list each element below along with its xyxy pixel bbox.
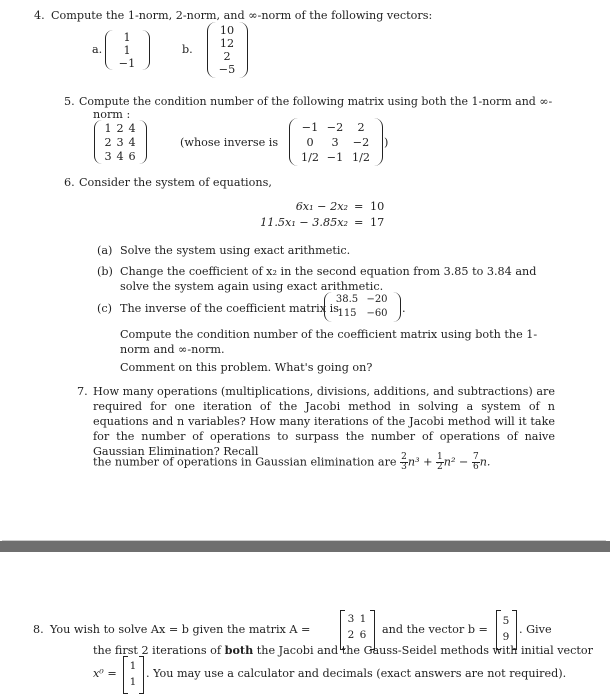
q5-inverse-cell: −1	[301, 121, 319, 134]
q6-c-cell: 38.5	[335, 294, 359, 305]
q7-last-line: the number of operations in Gaussian elimination are	[93, 455, 397, 469]
q5-matrix-cell: 3	[104, 150, 112, 163]
q4-a-entry: 1	[123, 44, 131, 57]
q6-number: 6.	[64, 176, 75, 189]
q8-number: 8.	[33, 623, 44, 636]
q5-matrix-cell: 1	[104, 122, 112, 135]
q8-x0-entry: 1	[129, 676, 137, 688]
q8-x0-vector	[127, 658, 139, 690]
q5-text-line1: Compute the condition number of the following matrix using both the 1-norm and ∞-	[79, 95, 553, 108]
q6-c-end: .	[402, 302, 406, 315]
q5-inverse-cell: −2	[326, 121, 344, 134]
q5-number: 5.	[64, 95, 75, 108]
q6-a-text: Solve the system using exact arithmetic.	[120, 244, 351, 257]
q5-inverse-cell: 1/2	[300, 151, 319, 164]
q5-matrix-left-paren	[94, 120, 102, 164]
q4-a-vector	[114, 31, 140, 70]
q6-c-left-paren	[324, 292, 332, 322]
q7-number: 7.	[77, 385, 88, 398]
q4-b-entry: 2	[223, 50, 231, 63]
q4-a-left-paren	[105, 30, 113, 70]
q8-text2: and the vector b =	[382, 623, 488, 636]
q5-inverse-cell: 2	[357, 121, 365, 134]
q5-inverse-right-paren	[374, 118, 383, 166]
q6-eq2-lhs: 11.5x₁ − 3.85x₂	[260, 216, 348, 229]
q6-eq1-equals: =	[354, 200, 364, 213]
q4-text: Compute the 1-norm, 2-norm, and ∞-norm of the following vectors:	[51, 9, 433, 22]
q7-term-1: n³ +	[407, 455, 433, 469]
q4-b-right-paren	[239, 22, 248, 78]
q8-line2	[93, 644, 593, 657]
q7-term-2: n² −	[443, 455, 469, 469]
q7-frac-3: $\frac{7}{6}$	[472, 452, 479, 472]
q6-text: Consider the system of equations,	[79, 176, 272, 189]
q7-formula-line	[93, 453, 490, 472]
q6-a-label: (a)	[97, 244, 113, 257]
q8-x0-right-bracket	[139, 656, 144, 694]
q6-c-cell: −20	[366, 294, 388, 305]
q6-b-label: (b)	[97, 265, 113, 278]
q4-b-entry: −5	[218, 63, 236, 76]
q7-frac-2: $\frac{1}{2}$	[437, 452, 443, 472]
page-separator	[0, 541, 610, 552]
q8-b-entry: 9	[502, 631, 510, 643]
q8-line2-bold: both	[224, 643, 254, 657]
q8-x0-label: x⁰ =	[93, 667, 117, 680]
q5-matrix-right-paren	[139, 120, 147, 164]
q5-matrix-cell: 2	[104, 136, 112, 149]
q6-eq1-lhs: 6x₁ − 2x₂	[295, 200, 348, 213]
worksheet-page-1	[2, 0, 606, 541]
q6-b-text: Change the coefficient of x₂ in the second equation from 3.85 to 3.84 and solve the system again using exact arithmetic.	[120, 265, 537, 293]
q7-term-3: n.	[479, 455, 491, 469]
q6-c-text2: Compute the condition number of the coefficient matrix using both the 1-norm and ∞-norm.	[120, 328, 538, 356]
q8-b-entry: 5	[502, 615, 510, 627]
q5-matrix-cell: 3	[116, 136, 124, 149]
q5-text-line2: norm :	[93, 108, 131, 121]
q8-text3: . Give	[519, 623, 552, 636]
q4-a-label: a.	[92, 43, 103, 56]
q6-c-cell: 115	[337, 308, 357, 319]
q8-A-cell: 2	[347, 629, 355, 641]
q5-inverse-cell: −1	[326, 151, 344, 164]
q5-inverse-cell: −2	[352, 136, 370, 149]
q8-line3: . You may use a calculator and decimals (exact answers are not required).	[146, 667, 567, 680]
q4-b-entry: 10	[219, 24, 235, 37]
q5-matrix-cell: 6	[128, 150, 136, 163]
q6-eq1-rhs: 10	[370, 200, 385, 213]
q7-text: How many operations (multiplications, divisions, additions, and subtractions) are required for one iteration of the Jacobi method in solving a system of n equations and n variables? How many iterations of the Jacobi method will it take for the number of operations to surpass the number of operations of naive Gaussian Elimination? Recall	[93, 385, 555, 458]
q8-A-cell: 3	[347, 613, 355, 625]
q5-matrix-cell: 2	[116, 122, 124, 135]
q5-matrix-cell: 4	[116, 150, 124, 163]
q4-a-entry: 1	[123, 31, 131, 44]
worksheet-page-2	[2, 552, 606, 700]
q8-A-cell: 6	[359, 629, 367, 641]
q6-c-text: The inverse of the coefficient matrix is	[120, 302, 339, 315]
q6-c-label: (c)	[97, 302, 112, 315]
q5-inverse-label: (whose inverse is	[180, 136, 279, 149]
q4-a-right-paren	[142, 30, 150, 70]
q6-eq2-equals: =	[354, 216, 364, 229]
q6-c-right-paren	[393, 292, 401, 322]
q5-inverse-cell: 3	[331, 136, 339, 149]
q6-c-cell: −60	[366, 308, 388, 319]
q4-number: 4.	[34, 9, 45, 22]
q8-vector-b	[500, 613, 512, 645]
q4-a-entry: −1	[118, 57, 136, 70]
q5-matrix-cell: 4	[128, 136, 136, 149]
q6-c-text3: Comment on this problem. What's going on?	[120, 361, 373, 374]
q6-eq2-rhs: 17	[370, 216, 385, 229]
q8-line2-c: the Jacobi and the Gauss-Seidel methods with initial vector	[253, 644, 593, 657]
q8-A-cell: 1	[359, 613, 367, 625]
q4-b-entry: 12	[219, 37, 235, 50]
q5-inverse-left-paren	[289, 118, 298, 166]
q8-text1: You wish to solve Ax = b given the matrix A =	[50, 623, 311, 636]
q4-b-vector	[215, 24, 239, 76]
q5-inverse-cell: 1/2	[351, 151, 370, 164]
q5-inverse-cell: 0	[306, 136, 314, 149]
q4-b-label: b.	[182, 43, 193, 56]
q8-line2-a: the first 2 iterations of	[93, 644, 225, 657]
q5-matrix-cell: 4	[128, 122, 136, 135]
q5-close-paren: )	[384, 136, 389, 149]
q7-frac-1: $\frac{2}{3}$	[401, 452, 407, 472]
q8-x0-entry: 1	[129, 660, 137, 672]
